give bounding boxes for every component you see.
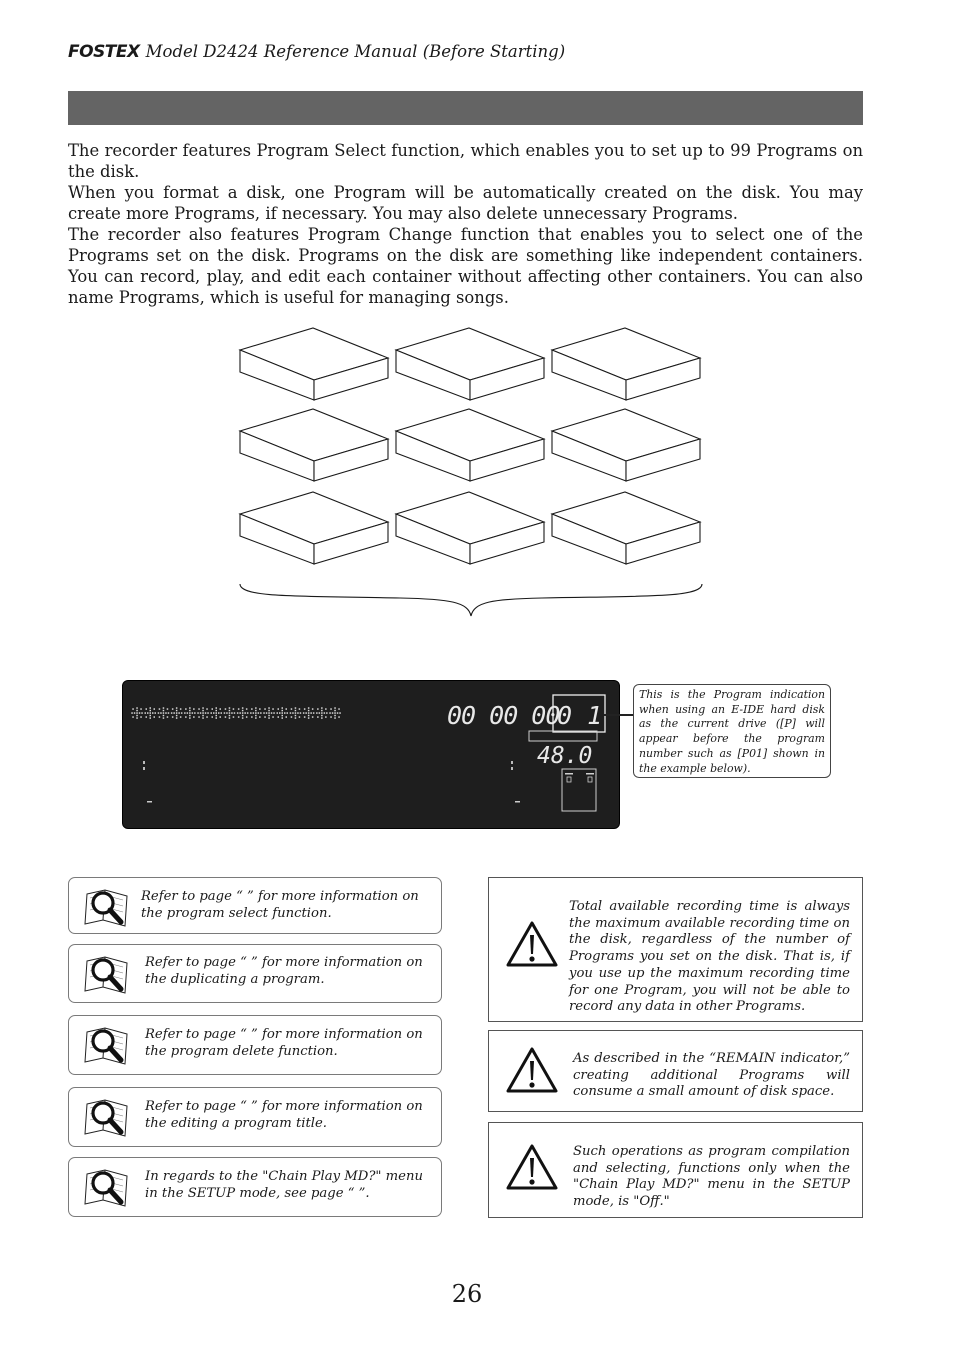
dot-matrix-char <box>263 707 275 719</box>
program-container-box <box>396 409 544 481</box>
program-container-box <box>240 328 388 400</box>
program-container-box <box>240 409 388 481</box>
dot-matrix-char <box>290 707 302 719</box>
reference-text: Refer to page “ ” for more information on the program delete function. <box>145 1027 423 1059</box>
manual-title: Model D2424 Reference Manual (Before Starting) <box>145 42 566 61</box>
recorder-display <box>122 680 620 829</box>
reference-note <box>68 877 442 934</box>
warning-icon <box>505 1046 559 1094</box>
dot-matrix-char <box>131 707 143 719</box>
warning-note <box>488 877 863 1022</box>
program-container-box <box>396 328 544 400</box>
dot-matrix-char <box>171 707 183 719</box>
warning-text: As described in the “REMAIN indicator,” creating additional Programs will consume a small amount of disk space. <box>573 1051 850 1100</box>
intro-paragraph: The recorder also features Program Change function that enables you to select one of the Programs set on the disk. Programs on the disk are something like independent containers. You can record, play, and edit each container without affecting other containers. You can also name Programs, which is useful for managing songs. <box>68 225 863 307</box>
dot-matrix-char <box>224 707 236 719</box>
dot-matrix-char <box>197 707 209 719</box>
warning-note <box>488 1030 863 1112</box>
dot-matrix-char <box>184 707 196 719</box>
warning-icon <box>505 1143 559 1191</box>
dot-matrix-char <box>237 707 249 719</box>
containers-brace <box>240 584 702 616</box>
reference-note <box>68 1015 442 1075</box>
dot-matrix-char <box>158 707 170 719</box>
page-header <box>68 42 565 66</box>
fostex-logo: FOSTEX <box>68 42 140 62</box>
program-container-box <box>240 492 388 564</box>
program-container-box <box>552 328 700 400</box>
reference-note <box>68 1087 442 1147</box>
magnifier-book-icon <box>81 886 135 930</box>
reference-note <box>68 944 442 1003</box>
program-container-box <box>552 492 700 564</box>
dot-matrix-char <box>329 707 341 719</box>
display-graphics <box>123 681 619 828</box>
program-number: 0 1 <box>557 701 603 730</box>
magnifier-book-icon <box>81 1166 135 1210</box>
program-containers-diagram <box>230 320 720 630</box>
program-container-box <box>396 492 544 564</box>
warning-icon <box>505 920 559 968</box>
magnifier-book-icon <box>81 1096 135 1140</box>
warning-text: Total available recording time is always the maximum available recording time on the disk, regardless of the number of Programs you set on the disk. That is, if you use up the maximum recording time for one Program, you will not be able to record any data in other Programs. <box>569 899 850 1015</box>
program-indication-callout: This is the Program indication when using an E-IDE hard disk as the current drive ([P] will appear before the program number such as [P01] shown in the example below). <box>633 684 831 778</box>
intro-paragraph: When you format a disk, one Program will be automatically created on the disk. You may create more Programs, if necessary. You may also delete unnecessary Programs. <box>68 183 863 223</box>
intro-text <box>68 140 863 308</box>
warning-text: Such operations as program compilation and selecting, functions only when the "Chain Play MD?" menu in the SETUP mode, is "Off." <box>573 1144 850 1210</box>
section-title-bar <box>68 91 863 125</box>
callout-connector <box>604 714 634 716</box>
meter-outline <box>562 769 596 811</box>
dot-matrix-char <box>303 707 315 719</box>
reference-text: Refer to page “ ” for more information on the duplicating a program. <box>145 955 423 987</box>
dot-matrix-char <box>211 707 223 719</box>
intro-paragraph: The recorder features Program Select function, which enables you to set up to 99 Programs on the disk. <box>68 141 863 181</box>
page-number: 26 <box>451 1280 483 1308</box>
magnifier-book-icon <box>81 953 135 997</box>
magnifier-book-icon <box>81 1024 135 1068</box>
sample-rate: 48.0 <box>537 743 593 769</box>
dot-matrix-char <box>145 707 157 719</box>
reference-text: Refer to page “ ” for more information on the editing a program title. <box>145 1099 423 1131</box>
dot-matrix-char <box>250 707 262 719</box>
reference-text: In regards to the "Chain Play MD?" menu in the SETUP mode, see page “ ”. <box>145 1169 423 1201</box>
dot-matrix-char <box>277 707 289 719</box>
program-container-box <box>552 409 700 481</box>
reference-note <box>68 1157 442 1217</box>
time-counter: 00 00 00 <box>447 701 560 730</box>
dot-matrix-char <box>316 707 328 719</box>
reference-text: Refer to page “ ” for more information on the program select function. <box>141 889 419 921</box>
warning-note <box>488 1122 863 1218</box>
